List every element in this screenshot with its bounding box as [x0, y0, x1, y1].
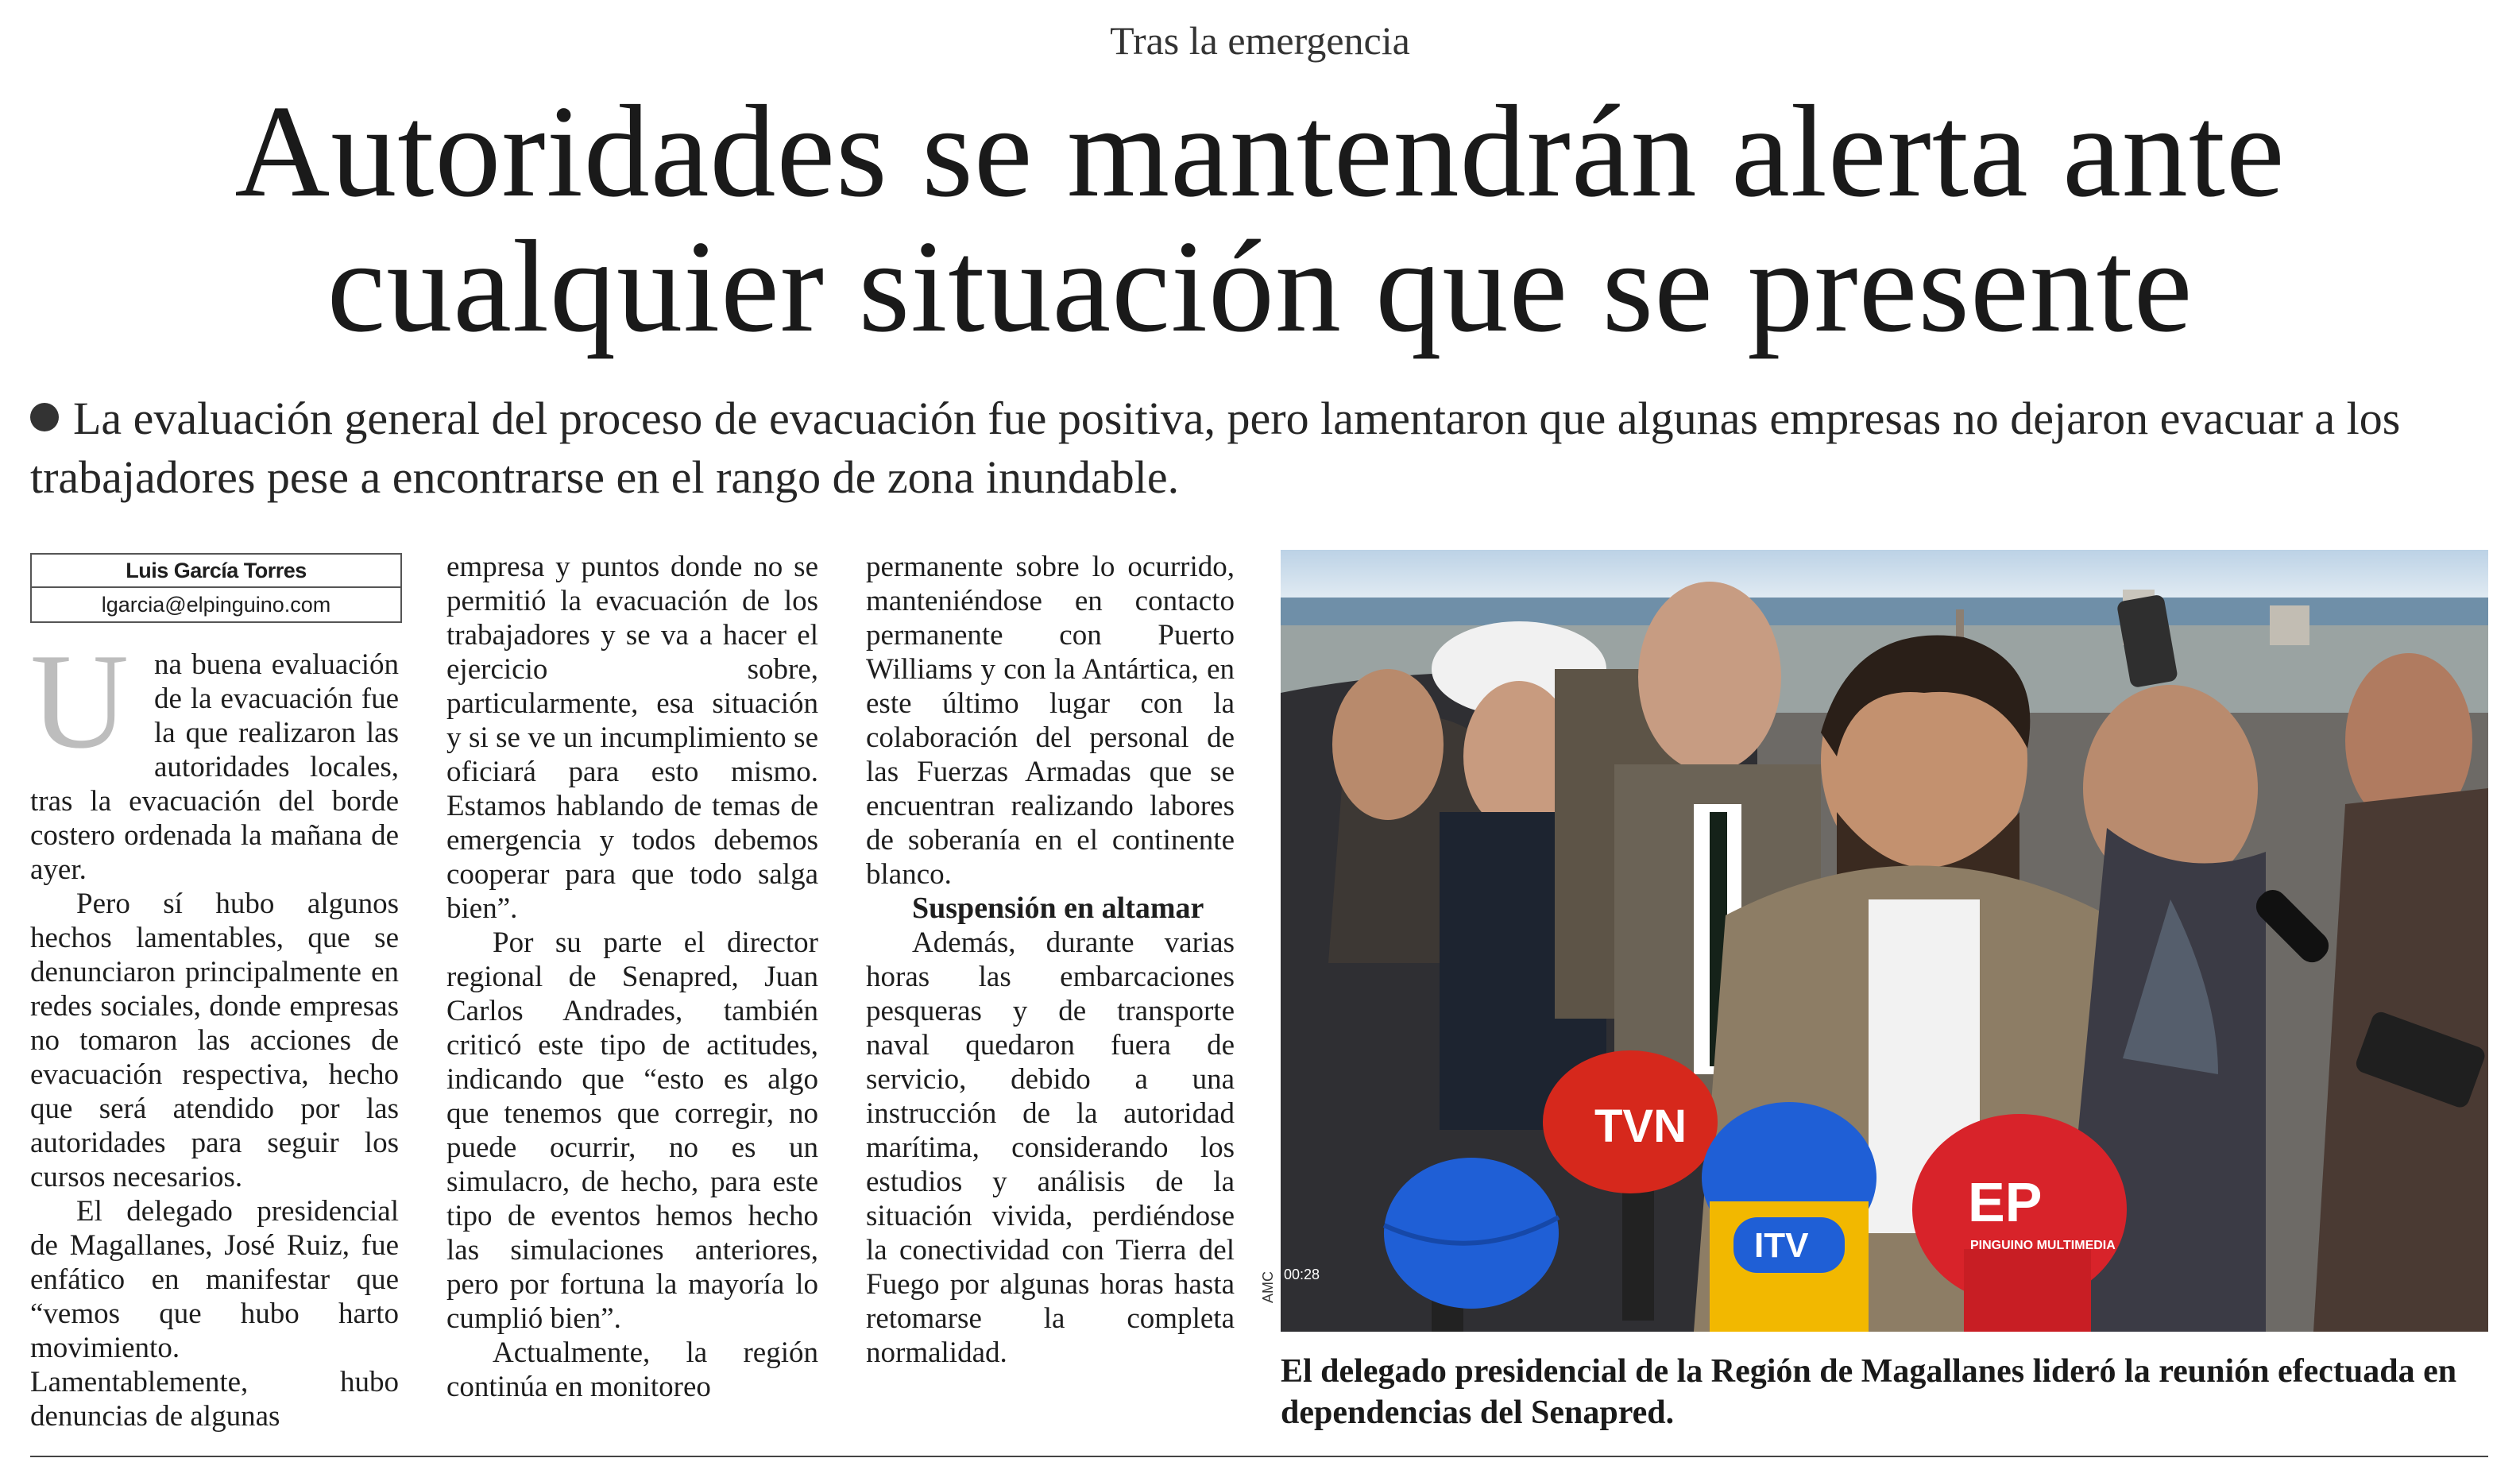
article-paragraph: El delegado presidencial de Magallanes, José Ruiz, fue enfático en manifestar que “vemos que hubo harto movimiento. Lamentablemente, hubo denuncias de algunas — [30, 1195, 399, 1433]
byline-box — [30, 553, 402, 623]
author-name: Luis García Torres — [32, 555, 400, 588]
sky — [1281, 550, 2488, 605]
dek — [30, 389, 2485, 507]
mic-label: ITV — [1754, 1226, 1809, 1265]
kicker: Tras la emergencia — [1110, 18, 1410, 63]
mic-label: EP — [1968, 1171, 2043, 1233]
photo-credit: AMC — [1260, 1271, 1276, 1303]
article-column-1 — [30, 626, 399, 1433]
author-email[interactable]: lgarcia@elpinguino.com — [101, 593, 331, 617]
article-column-3 — [866, 550, 1235, 1370]
article-paragraph: Por su parte el director regional de Senapred, Juan Carlos Andrades, también criticó este tipo de actitudes, indicando que “esto es algo que tenemos que corregir, no puede ocurrir, no es un simulacro, de hecho, para este tipo de eventos hemos hecho las simulaciones anteriores, pero por fortuna la mayoría lo cumplió bien”. — [446, 926, 818, 1335]
photo-caption: El delegado presidencial de la Región de Magallanes lideró la reunión efectuada en dependencias del Senapred. — [1281, 1353, 2457, 1431]
section-subhead: Suspensión en altamar — [912, 892, 1204, 925]
article-paragraph: empresa y puntos donde no se permitió la evacuación de los trabajadores y se va a hacer el ejercicio sobre, particularmente, esa situación y si se ve un incumplimiento se oficiará para esto mismo. Estamos hablando de temas de emergencia y todos debemos cooperar para que todo salga bien”. — [446, 551, 818, 925]
news-photo — [1281, 550, 2488, 1332]
photo-illustration — [1281, 550, 2488, 1332]
drop-cap: U — [30, 626, 129, 777]
article-column-2 — [446, 550, 818, 1404]
article-paragraph: Actualmente, la región continúa en monitoreo — [446, 1336, 818, 1403]
article-paragraph: Pero sí hubo algunos hechos lamentables, que se denunciaron principalmente en redes sociales, donde empresas no tomaron las acciones de evacuación respectiva, hecho que será atendido por las autoridades para seguir los cursos necesarios. — [30, 888, 399, 1193]
article-paragraph: permanente sobre lo ocurrido, manteniéndose en contacto permanente con Puerto Williams y con la Antártica, en este último lugar con la colaboración del personal de las Fuerzas Armadas que se encuentran realizando labores de soberanía en el continente blanco. — [866, 551, 1235, 891]
mic-label: TVN — [1594, 1100, 1687, 1152]
itv-microphone — [1702, 1102, 1876, 1332]
headline: Autoridades se mantendrán alerta ante cualquier situación que se presente — [234, 78, 2286, 359]
article-paragraph: Además, durante varias horas las embarcaciones pesqueras y de transporte naval quedaron fuera de servicio, debido a una instrucción de la autoridad marítima, considerando los estudios y análisis de la situación vivida, perdiéndose la conectividad con Tierra del Fuego por algunas horas hasta retomarse la completa normalidad. — [866, 926, 1235, 1369]
mic-label: PINGUINO MULTIMEDIA — [1970, 1239, 2116, 1252]
bottom-divider — [30, 1456, 2488, 1457]
bullet-icon — [30, 403, 59, 431]
video-timestamp: 00:28 — [1284, 1267, 1320, 1282]
dek-text: La evaluación general del proceso de evacuación fue positiva, pero lamentaron que algunas empresas no dejaron evacuar a los trabajadores pese a encontrarse en el rango de zona inundable. — [30, 393, 2401, 503]
article-paragraph: na buena evaluación de la evacuación fue la que realizaron las autoridades locales, tras la evacuación del borde costero ordenada la mañana de ayer. — [30, 648, 399, 886]
